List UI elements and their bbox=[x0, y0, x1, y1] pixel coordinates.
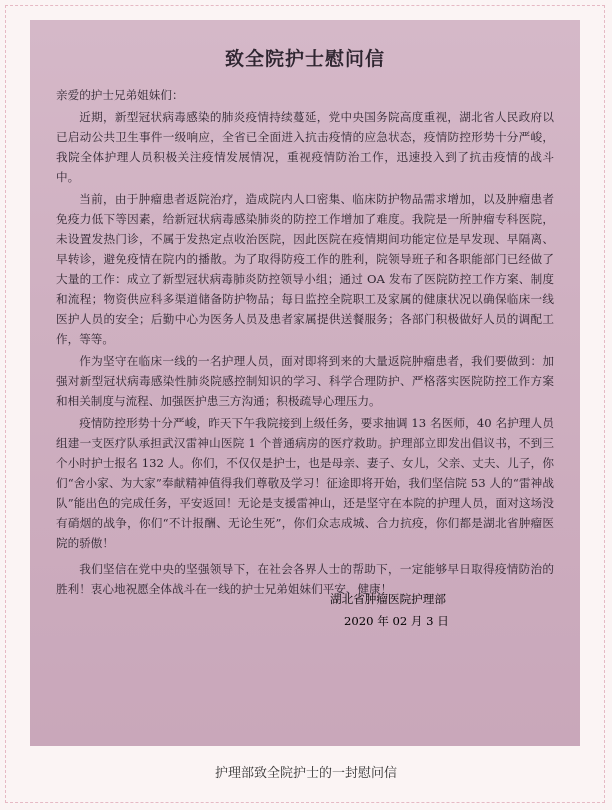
signature-org: 湖北省肿瘤医院护理部 bbox=[330, 592, 446, 606]
letter-paragraph-1: 近期，新型冠状病毒感染的肺炎疫情持续蔓延，党中央国务院高度重视，湖北省人民政府以已启动公共卫生事件一级响应，全省已全面进入抗击疫情的应急状态，疫情防控形势十分严峻，我院全体护理人员积极关注疫情发展情况，重视疫情防治工作，迅速投入到了抗击疫情的战斗中。 bbox=[56, 110, 554, 184]
letter-paragraph-2: 当前，由于肿瘤患者返院治疗，造成院内人口密集、临床防护物品需求增加，以及肿瘤患者免疫力低下等因素，给新冠状病毒感染肺炎的防控工作增加了难度。我院是一所肿瘤专科医院，未设置发热门诊，不属于发热定点收治医院，因此医院在疫情期间功能定位是早发现、早隔离、早转诊，避免疫情在院内的播散。为了取得防疫工作的胜利，院领导班子和各职能部门已经做了大量的工作：成立了新型冠状病毒肺炎防控领导小组；通过 OA 发布了医院防控工作方案、制度和流程；物资供应科多渠道储备防护物品；每日监控全院职工及家属的健康状况以确保临床一线医护人员的安全；后勤中心为医务人员及患者家属提供送餐服务；各部门积极做好人员的调配工作，等等。 bbox=[56, 192, 554, 346]
letter-signature bbox=[330, 588, 470, 632]
letter-paragraph-5: 我们坚信在党中央的坚强领导下，在社会各界人士的帮助下，一定能够早日取得疫情防治的胜利！衷心地祝愿全体战斗在一线的护士兄弟姐妹们平安、健康！ bbox=[56, 562, 554, 596]
image-caption: 护理部致全院护士的一封慰问信 bbox=[214, 766, 397, 781]
letter-paragraph-4: 疫情防控形势十分严峻，昨天下午我院接到上级任务，要求抽调 13 名医师，40 名护理人员组建一支医疗队承担武汉雷神山医院 1 个普通病房的医疗救助。护理部立即发出倡议书，不到三个小时护士报名 132 人。你们，不仅仅是护士，也是母亲、妻子、女儿，父亲、丈夫、儿子，你们“舍小家、为大家”奉献精神值得我们尊敬及学习！征途即将开始，我们坚信院 53 人的“雷神战队”能出色的完成任务，平安返回！无论是支援雷神山，还是坚守在本院的护理人员，面对这场没有硝烟的战争，你们“不计报酬、无论生死”，你们众志成城、合力抗疫，你们都是湖北省肿瘤医院的骄傲！ bbox=[56, 416, 554, 550]
letter-photo bbox=[30, 20, 580, 746]
letter-greeting: 亲爱的护士兄弟姐妹们： bbox=[56, 88, 184, 102]
letter-paragraph-3: 作为坚守在临床一线的一名护理人员，面对即将到来的大量返院肿瘤患者，我们要做到：加强对新型冠状病毒感染性肺炎院感控制知识的学习、科学合理防护、严格落实医院防控工作方案和相关制度与流程、加强医护患三方沟通；积极疏导心理压力。 bbox=[56, 354, 554, 408]
letter-title: 致全院护士慰问信 bbox=[224, 48, 385, 70]
signature-date: 2020 年 02 月 3 日 bbox=[344, 614, 449, 628]
